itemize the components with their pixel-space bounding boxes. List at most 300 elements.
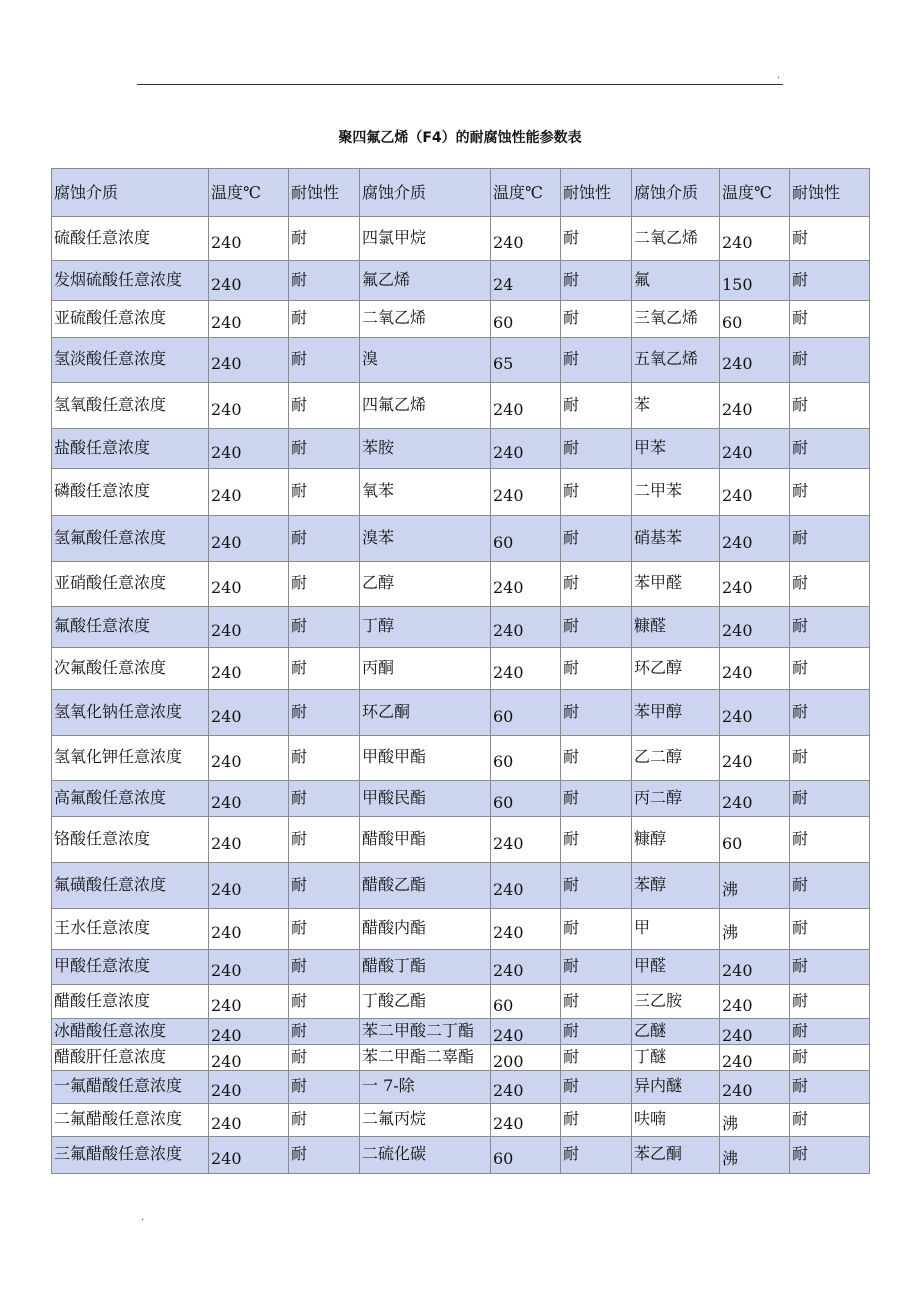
- table-cell: [52, 338, 209, 383]
- table-cell-text: 240: [493, 232, 524, 252]
- table-cell: [720, 607, 790, 648]
- page-title: 聚四氟乙烯（F4）的耐腐蚀性能参数表: [338, 130, 582, 146]
- table-cell-text: 耐: [291, 657, 308, 677]
- table-cell-text: 耐: [563, 573, 580, 592]
- table-cell: [360, 950, 491, 985]
- table-cell: [720, 1045, 790, 1071]
- table-cell-text: 耐: [291, 787, 308, 807]
- table-cell-text: 耐: [792, 657, 809, 677]
- table-cell-text: 盐酸任意浓度: [54, 437, 151, 457]
- table-cell: [720, 736, 790, 781]
- table-cell: [289, 1137, 360, 1174]
- table-cell: [491, 261, 561, 301]
- table-row: [52, 781, 870, 817]
- table-cell: [491, 985, 561, 1019]
- table-cell-text: 耐: [792, 573, 809, 592]
- table-cell: [790, 1019, 870, 1045]
- table-cell: [209, 863, 289, 909]
- table-cell: [561, 217, 632, 261]
- table-cell-text: 苯醇: [634, 874, 667, 894]
- table-cell: [790, 301, 870, 338]
- table-cell-text: 硫酸任意浓度: [54, 227, 151, 247]
- table-cell: [790, 736, 870, 781]
- table-cell-text: 240: [493, 923, 524, 942]
- table-cell: [52, 1104, 209, 1137]
- table-cell: [790, 469, 870, 516]
- table-cell: [209, 429, 289, 469]
- table-cell: [632, 1019, 720, 1045]
- table-cell-text: 耐: [563, 990, 580, 1010]
- table-cell-text: 耐: [291, 1076, 308, 1095]
- table-cell: [790, 648, 870, 690]
- table-cell: [360, 648, 491, 690]
- table-cell: [720, 985, 790, 1019]
- table-cell-text: 240: [722, 1025, 753, 1045]
- table-cell: [632, 469, 720, 516]
- table-cell: [491, 781, 561, 817]
- table-cell-text: 溴: [362, 349, 379, 368]
- table-cell: [491, 1071, 561, 1104]
- table-cell-text: 240: [493, 486, 524, 505]
- table-cell: [561, 909, 632, 950]
- table-header-cell: 腐蚀介质: [360, 169, 491, 217]
- table-cell: [632, 607, 720, 648]
- table-cell: [360, 338, 491, 383]
- table-cell: [209, 781, 289, 817]
- table-cell-text: 240: [722, 232, 753, 252]
- table-cell-text: 240: [722, 792, 753, 812]
- table-cell: [632, 1071, 720, 1104]
- table-cell-text: 240: [722, 621, 753, 640]
- table-cell-text: 60: [722, 313, 743, 332]
- table-cell: [632, 217, 720, 261]
- table-cell-text: 耐: [563, 616, 580, 635]
- table-cell: [561, 817, 632, 863]
- table-cell: [720, 261, 790, 301]
- table-cell: [790, 817, 870, 863]
- table-row: [52, 736, 870, 781]
- table-cell-text: 240: [211, 879, 242, 899]
- table-cell: [632, 301, 720, 338]
- table-cell-text: 醋酸内酯: [362, 918, 427, 937]
- table-cell: [720, 338, 790, 383]
- table-cell-text: 耐: [291, 269, 308, 289]
- table-cell: [632, 429, 720, 469]
- table-cell: [491, 516, 561, 562]
- table-cell: [52, 217, 209, 261]
- table-cell: [491, 1019, 561, 1045]
- table-cell: [491, 817, 561, 863]
- table-cell: [209, 383, 289, 429]
- table-cell-text: 60: [493, 1149, 514, 1168]
- table-cell-text: 二氧乙烯: [362, 308, 427, 327]
- table-cell: [561, 736, 632, 781]
- table-cell-text: 耐: [792, 1076, 809, 1095]
- table-cell: [289, 950, 360, 985]
- table-cell-text: 24: [493, 274, 514, 294]
- table-cell: [209, 338, 289, 383]
- table-cell: [632, 1104, 720, 1137]
- table-cell-text: 氟乙烯: [362, 269, 411, 289]
- table-cell: [790, 562, 870, 607]
- table-cell-text: 240: [211, 232, 242, 252]
- table-row: [52, 1104, 870, 1137]
- table-cell: [632, 648, 720, 690]
- table-cell-text: 耐: [291, 918, 308, 937]
- table-row: [52, 1019, 870, 1045]
- table-cell: [790, 1045, 870, 1071]
- table-cell-text: 糠醛: [634, 616, 667, 635]
- table-cell: [289, 909, 360, 950]
- table-cell-text: 耐: [291, 437, 308, 457]
- table-cell-text: 耐: [291, 1109, 308, 1128]
- table-cell: [632, 950, 720, 985]
- table-cell: [561, 562, 632, 607]
- table-cell-text: 醋酸丁酯: [362, 956, 427, 975]
- table-cell: [491, 950, 561, 985]
- table-cell: [561, 607, 632, 648]
- header-dot: .: [777, 70, 781, 81]
- table-cell: [790, 985, 870, 1019]
- table-cell-text: 二氧乙烯: [634, 227, 699, 247]
- table-cell-text: 氢氧化钾任意浓度: [54, 747, 183, 766]
- table-cell: [360, 301, 491, 338]
- table-cell-text: 耐: [563, 227, 580, 247]
- table-cell-text: 240: [493, 621, 524, 640]
- table-cell-text: 200: [493, 1051, 524, 1071]
- table-cell-text: 耐: [792, 701, 809, 721]
- table-cell: [360, 217, 491, 261]
- table-cell: [632, 1045, 720, 1071]
- table-cell-text: 二氟醋酸任意浓度: [54, 1109, 183, 1128]
- table-cell: [360, 1137, 491, 1174]
- table-cell: [561, 690, 632, 736]
- table-cell-text: 240: [722, 752, 753, 771]
- table-cell: [632, 338, 720, 383]
- table-cell: [360, 383, 491, 429]
- table-cell: [632, 985, 720, 1019]
- table-cell-text: 240: [211, 1114, 242, 1133]
- table-cell: [491, 648, 561, 690]
- table-cell: [561, 950, 632, 985]
- table-cell-text: 一 7-除: [362, 1076, 415, 1095]
- table-cell-text: 沸: [722, 1114, 739, 1133]
- table-cell-text: 240: [722, 961, 753, 980]
- table-cell: [52, 383, 209, 429]
- table-cell-text: 乙醇: [362, 573, 395, 592]
- table-cell-text: 240: [211, 995, 242, 1015]
- table-cell: [360, 863, 491, 909]
- table-cell: [209, 562, 289, 607]
- table-cell: [209, 817, 289, 863]
- table-cell: [52, 562, 209, 607]
- table-cell-text: 硝基苯: [634, 527, 683, 547]
- table-cell-text: 耐: [792, 437, 809, 457]
- table-cell-text: 氟: [634, 269, 651, 289]
- table-cell-text: 240: [211, 1025, 242, 1045]
- table-cell-text: 甲酸民酯: [362, 787, 427, 807]
- table-cell: [561, 781, 632, 817]
- table-cell: [632, 261, 720, 301]
- table-cell-text: 苯甲醛: [634, 573, 683, 592]
- table-cell-text: 冰醋酸任意浓度: [54, 1020, 167, 1040]
- table-cell-text: 240: [722, 995, 753, 1015]
- table-cell: [561, 1045, 632, 1071]
- table-row: [52, 909, 870, 950]
- table-cell-text: 耐: [291, 349, 308, 368]
- table-cell-text: 240: [211, 313, 242, 332]
- table-cell-text: 60: [493, 752, 514, 771]
- table-cell: [561, 469, 632, 516]
- table-cell: [632, 736, 720, 781]
- table-cell: [52, 648, 209, 690]
- table-cell-text: 耐: [563, 481, 580, 500]
- table-row: [52, 301, 870, 338]
- table-cell: [720, 950, 790, 985]
- table-cell-text: 耐: [291, 1020, 308, 1040]
- table-row: [52, 817, 870, 863]
- table-cell-text: 甲苯: [634, 437, 667, 457]
- table-cell-text: 60: [493, 792, 514, 812]
- table-cell-text: 磷酸任意浓度: [54, 481, 151, 500]
- table-cell: [209, 516, 289, 562]
- table-cell-text: 150: [722, 274, 753, 294]
- table-cell-text: 240: [493, 662, 524, 682]
- table-cell-text: 240: [722, 442, 753, 462]
- table-cell: [360, 817, 491, 863]
- table-cell: [52, 736, 209, 781]
- table-cell-text: 苯二甲酯二辜酯: [362, 1046, 475, 1066]
- table-cell: [790, 909, 870, 950]
- table-cell: [790, 383, 870, 429]
- table-row: [52, 562, 870, 607]
- table-cell-text: 五氧乙烯: [634, 349, 699, 368]
- table-row: [52, 383, 870, 429]
- table-cell-text: 三乙胺: [634, 990, 683, 1010]
- table-header-cell: 耐蚀性: [289, 169, 360, 217]
- table-cell: [289, 736, 360, 781]
- table-cell: [209, 261, 289, 301]
- table-cell-text: 240: [211, 578, 242, 597]
- table-cell: [720, 648, 790, 690]
- table-cell-text: 60: [722, 833, 743, 853]
- table-cell-text: 次氟酸任意浓度: [54, 657, 167, 677]
- table-cell: [209, 1019, 289, 1045]
- table-cell-text: 环乙酮: [362, 701, 411, 721]
- table-cell-text: 240: [493, 399, 524, 419]
- table-cell-text: 60: [493, 313, 514, 332]
- table-cell: [289, 338, 360, 383]
- table-cell: [289, 985, 360, 1019]
- table-cell: [209, 950, 289, 985]
- table-cell: [289, 383, 360, 429]
- table-cell-text: 耐: [792, 308, 809, 327]
- table-cell: [209, 217, 289, 261]
- table-cell: [720, 863, 790, 909]
- table-cell: [790, 217, 870, 261]
- table-cell-text: 醋酸乙酯: [362, 874, 427, 894]
- table-cell-text: 丁醇: [362, 616, 395, 635]
- table-cell: [289, 817, 360, 863]
- table-row: [52, 1137, 870, 1174]
- table-cell-text: 三氟醋酸任意浓度: [54, 1144, 183, 1163]
- table-cell-text: 苯: [634, 394, 651, 414]
- table-cell-text: 240: [493, 879, 524, 899]
- table-cell: [52, 1137, 209, 1174]
- table-cell: [790, 338, 870, 383]
- table-cell-text: 沸: [722, 1149, 739, 1168]
- table-cell: [289, 516, 360, 562]
- table-cell: [790, 429, 870, 469]
- table-cell-text: 耐: [792, 956, 809, 975]
- table-cell-text: 苯甲醇: [634, 701, 683, 721]
- table-cell: [52, 817, 209, 863]
- table-cell: [52, 690, 209, 736]
- table-cell: [561, 863, 632, 909]
- table-cell-text: 耐: [792, 747, 809, 766]
- table-cell-text: 铬酸任意浓度: [54, 828, 151, 848]
- table-cell: [52, 863, 209, 909]
- table-cell-text: 亚硫酸任意浓度: [54, 308, 167, 327]
- table-cell: [491, 301, 561, 338]
- table-cell: [491, 562, 561, 607]
- table-cell-text: 240: [211, 833, 242, 853]
- table-cell: [561, 261, 632, 301]
- table-cell: [561, 1137, 632, 1174]
- table-cell-text: 240: [211, 961, 242, 980]
- table-cell-text: 丁酸乙酯: [362, 990, 427, 1010]
- table-cell: [491, 690, 561, 736]
- table-cell-text: 耐: [792, 394, 809, 414]
- table-cell: [632, 562, 720, 607]
- table-cell: [491, 736, 561, 781]
- table-cell-text: 耐: [291, 701, 308, 721]
- table-cell-text: 耐: [563, 1144, 580, 1163]
- table-cell-text: 高氟酸任意浓度: [54, 787, 167, 807]
- table-cell-text: 耐: [792, 1046, 809, 1066]
- table-cell-text: 240: [211, 662, 242, 682]
- table-cell-text: 甲酸甲酯: [362, 747, 427, 766]
- table-cell: [720, 690, 790, 736]
- table-cell: [360, 1019, 491, 1045]
- table-cell: [289, 217, 360, 261]
- table-cell: [790, 863, 870, 909]
- table-cell: [790, 261, 870, 301]
- table-cell: [491, 429, 561, 469]
- table-cell-text: 240: [722, 706, 753, 726]
- table-cell-text: 240: [722, 486, 753, 505]
- table-cell: [209, 1137, 289, 1174]
- table-cell: [561, 1071, 632, 1104]
- table-cell-text: 耐: [291, 616, 308, 635]
- table-cell-text: 耐: [792, 527, 809, 547]
- table-cell: [360, 690, 491, 736]
- table-cell-text: 240: [211, 1081, 242, 1100]
- table-cell-text: 沸: [722, 879, 739, 899]
- table-cell: [632, 1137, 720, 1174]
- table-cell-text: 60: [493, 532, 514, 552]
- table-cell-text: 240: [722, 578, 753, 597]
- table-cell-text: 耐: [792, 787, 809, 807]
- table-cell: [561, 338, 632, 383]
- table-cell: [720, 301, 790, 338]
- table-cell-text: 耐: [563, 308, 580, 327]
- table-cell-text: 240: [493, 578, 524, 597]
- table-cell-text: 240: [722, 532, 753, 552]
- table-cell: [491, 909, 561, 950]
- table-row: [52, 1071, 870, 1104]
- table-cell-text: 耐: [792, 918, 809, 937]
- table-cell-text: 240: [211, 792, 242, 812]
- table-cell-text: 丙二醇: [634, 787, 683, 807]
- table-cell-text: 沸: [722, 923, 739, 942]
- table-row: [52, 516, 870, 562]
- table-cell-text: 耐: [792, 227, 809, 247]
- table-cell-text: 耐: [291, 1144, 308, 1163]
- table-cell: [360, 469, 491, 516]
- table-cell-text: 耐: [291, 527, 308, 547]
- table-row: [52, 338, 870, 383]
- table-cell-text: 240: [493, 442, 524, 462]
- table-cell: [491, 863, 561, 909]
- table-cell-text: 氧苯: [362, 481, 395, 500]
- table-cell-text: 醋酸甲酯: [362, 828, 427, 848]
- table-cell: [790, 1071, 870, 1104]
- table-cell: [632, 863, 720, 909]
- table-header-cell: 腐蚀介质: [52, 169, 209, 217]
- table-cell: [209, 1071, 289, 1104]
- table-cell-text: 240: [211, 621, 242, 640]
- table-cell: [209, 607, 289, 648]
- table-cell-text: 240: [211, 532, 242, 552]
- table-cell-text: 240: [211, 486, 242, 505]
- table-cell: [790, 690, 870, 736]
- table-cell-text: 240: [211, 274, 242, 294]
- table-cell: [52, 950, 209, 985]
- table-cell-text: 王水任意浓度: [54, 918, 151, 937]
- table-cell-text: 240: [722, 1081, 753, 1100]
- table-cell-text: 氢氟酸任意浓度: [54, 527, 167, 547]
- table-cell: [360, 985, 491, 1019]
- table-cell-text: 240: [493, 961, 524, 980]
- table-cell-text: 耐: [291, 394, 308, 414]
- table-header-cell: 腐蚀介质: [632, 169, 720, 217]
- table-cell-text: 丙酮: [362, 657, 395, 677]
- table-cell: [360, 736, 491, 781]
- table-cell-text: 氢淡酸任意浓度: [54, 349, 167, 368]
- table-row: [52, 985, 870, 1019]
- table-cell: [790, 781, 870, 817]
- table-cell: [52, 261, 209, 301]
- table-cell-text: 耐: [563, 787, 580, 807]
- table-cell: [720, 1137, 790, 1174]
- table-cell-text: 240: [493, 1081, 524, 1100]
- table-cell: [209, 985, 289, 1019]
- table-cell: [52, 607, 209, 648]
- table-cell: [491, 1104, 561, 1137]
- table-cell: [52, 909, 209, 950]
- table-cell: [289, 301, 360, 338]
- table-cell-text: 耐: [792, 616, 809, 635]
- table-header-cell: 温度℃: [209, 169, 289, 217]
- table-cell-text: 耐: [792, 1020, 809, 1040]
- table-cell: [289, 1045, 360, 1071]
- table-cell-text: 溴苯: [362, 527, 395, 547]
- table-cell: [209, 1045, 289, 1071]
- table-cell: [790, 516, 870, 562]
- table-cell-text: 氟磺酸任意浓度: [54, 874, 167, 894]
- table-cell: [790, 607, 870, 648]
